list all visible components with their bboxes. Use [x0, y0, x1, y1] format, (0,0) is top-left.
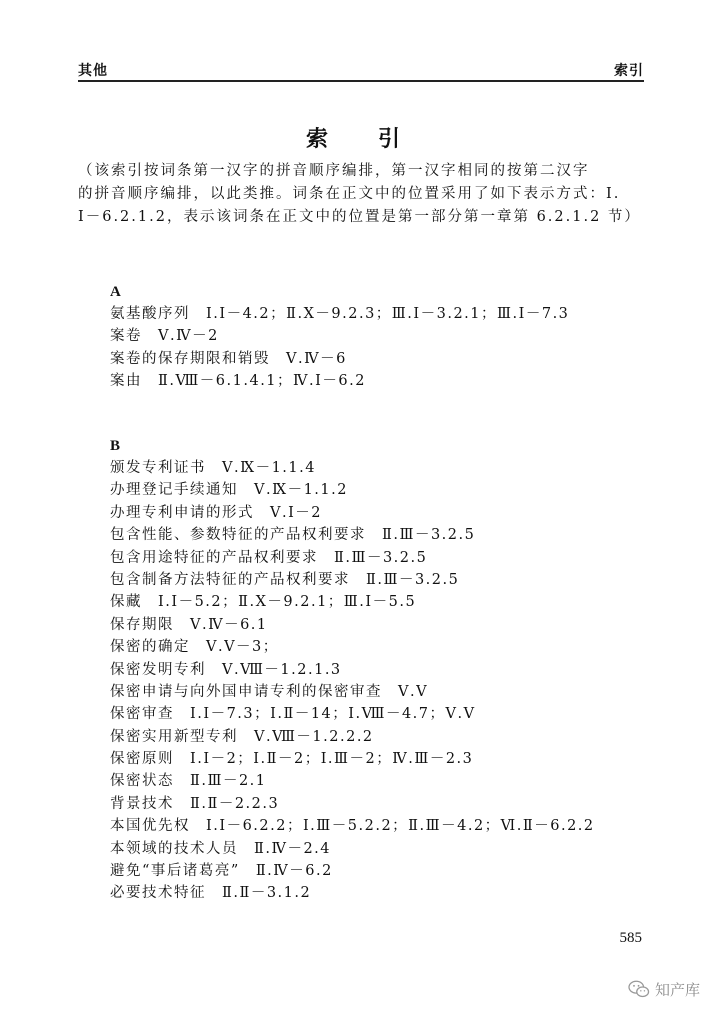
wechat-icon [628, 979, 650, 999]
index-entry: 颁发专利证书 Ⅴ.Ⅸ－1.1.4 [110, 460, 316, 476]
index-entry: 保密发明专利 Ⅴ.Ⅷ－1.2.1.3 [110, 661, 342, 678]
index-entry: 包含用途特征的产品权利要求 Ⅱ.Ⅲ－3.2.5 [110, 549, 428, 566]
index-entry: 保存期限 Ⅴ.Ⅳ－6.1 [110, 616, 268, 633]
index-entry: 案卷 Ⅴ.Ⅳ－2 [110, 328, 219, 345]
index-entry: 包含性能、参数特征的产品权利要求 Ⅱ.Ⅲ－3.2.5 [110, 527, 476, 544]
header-divider [78, 80, 644, 82]
index-section-a [110, 281, 670, 393]
index-section-b [110, 435, 670, 905]
index-entry: 办理专利申请的形式 Ⅴ.Ⅰ－2 [110, 504, 323, 521]
section-letter: A [110, 284, 121, 300]
watermark-text: 知产库 [654, 980, 700, 999]
intro-line: Ⅰ－6.2.1.2，表示该词条在正文中的位置是第一部分第一章第 6.2.1.2 节） [78, 209, 641, 225]
index-entry: 保密审查 Ⅰ.Ⅰ－7.3；Ⅰ.Ⅱ－14；Ⅰ.Ⅷ－4.7；Ⅴ.Ⅴ [110, 706, 476, 723]
index-entry: 包含制备方法特征的产品权利要求 Ⅱ.Ⅲ－3.2.5 [110, 571, 460, 588]
index-entry: 办理登记手续通知 Ⅴ.Ⅸ－1.1.2 [110, 482, 348, 499]
intro-line: 的拼音顺序编排，以此类推。词条在正文中的位置采用了如下表示方式：Ⅰ. [78, 186, 621, 202]
index-entry: 保藏 Ⅰ.Ⅰ－5.2；Ⅱ.Ⅹ－9.2.1；Ⅲ.Ⅰ－5.5 [110, 594, 417, 611]
index-entry: 背景技术 Ⅱ.Ⅱ－2.2.3 [110, 795, 280, 812]
header-chapter-name: 索引 [614, 63, 644, 79]
watermark [628, 978, 700, 1000]
index-entry: 保密的确定 Ⅴ.Ⅴ－3； [110, 639, 279, 656]
index-entry: 保密状态 Ⅱ.Ⅲ－2.1 [110, 773, 267, 790]
index-entry: 案由 Ⅱ.Ⅷ－6.1.4.1；Ⅳ.Ⅰ－6.2 [110, 373, 366, 390]
index-entry: 氨基酸序列 Ⅰ.Ⅰ－4.2；Ⅱ.Ⅹ－9.2.3；Ⅲ.Ⅰ－3.2.1；Ⅲ.Ⅰ－7.3 [110, 306, 570, 322]
intro-line: （该索引按词条第一汉字的拼音顺序编排，第一汉字相同的按第二汉字 [78, 163, 590, 179]
page-number: 585 [619, 930, 642, 946]
index-entry: 必要技术特征 Ⅱ.Ⅱ－3.1.2 [110, 885, 312, 902]
index-entry: 本国优先权 Ⅰ.Ⅰ－6.2.2；Ⅰ.Ⅲ－5.2.2；Ⅱ.Ⅲ－4.2；Ⅵ.Ⅱ－6.2.2 [110, 818, 595, 835]
page-title: 索 引 [305, 127, 414, 152]
index-entry: 保密申请与向外国申请专利的保密审查 Ⅴ.Ⅴ [110, 683, 429, 700]
index-entry: 保密实用新型专利 Ⅴ.Ⅷ－1.2.2.2 [110, 728, 374, 745]
index-entry: 保密原则 Ⅰ.Ⅰ－2；Ⅰ.Ⅱ－2；Ⅰ.Ⅲ－2；Ⅳ.Ⅲ－2.3 [110, 751, 474, 768]
running-header [78, 56, 644, 78]
index-introduction [78, 160, 644, 229]
section-letter: B [110, 438, 121, 454]
header-section-name: 其他 [78, 63, 108, 79]
index-entry: 案卷的保存期限和销毁 Ⅴ.Ⅳ－6 [110, 350, 347, 367]
index-entry: 避免“事后诸葛亮” Ⅱ.Ⅳ－6.2 [110, 863, 333, 880]
index-entry: 本领域的技术人员 Ⅱ.Ⅳ－2.4 [110, 840, 332, 857]
